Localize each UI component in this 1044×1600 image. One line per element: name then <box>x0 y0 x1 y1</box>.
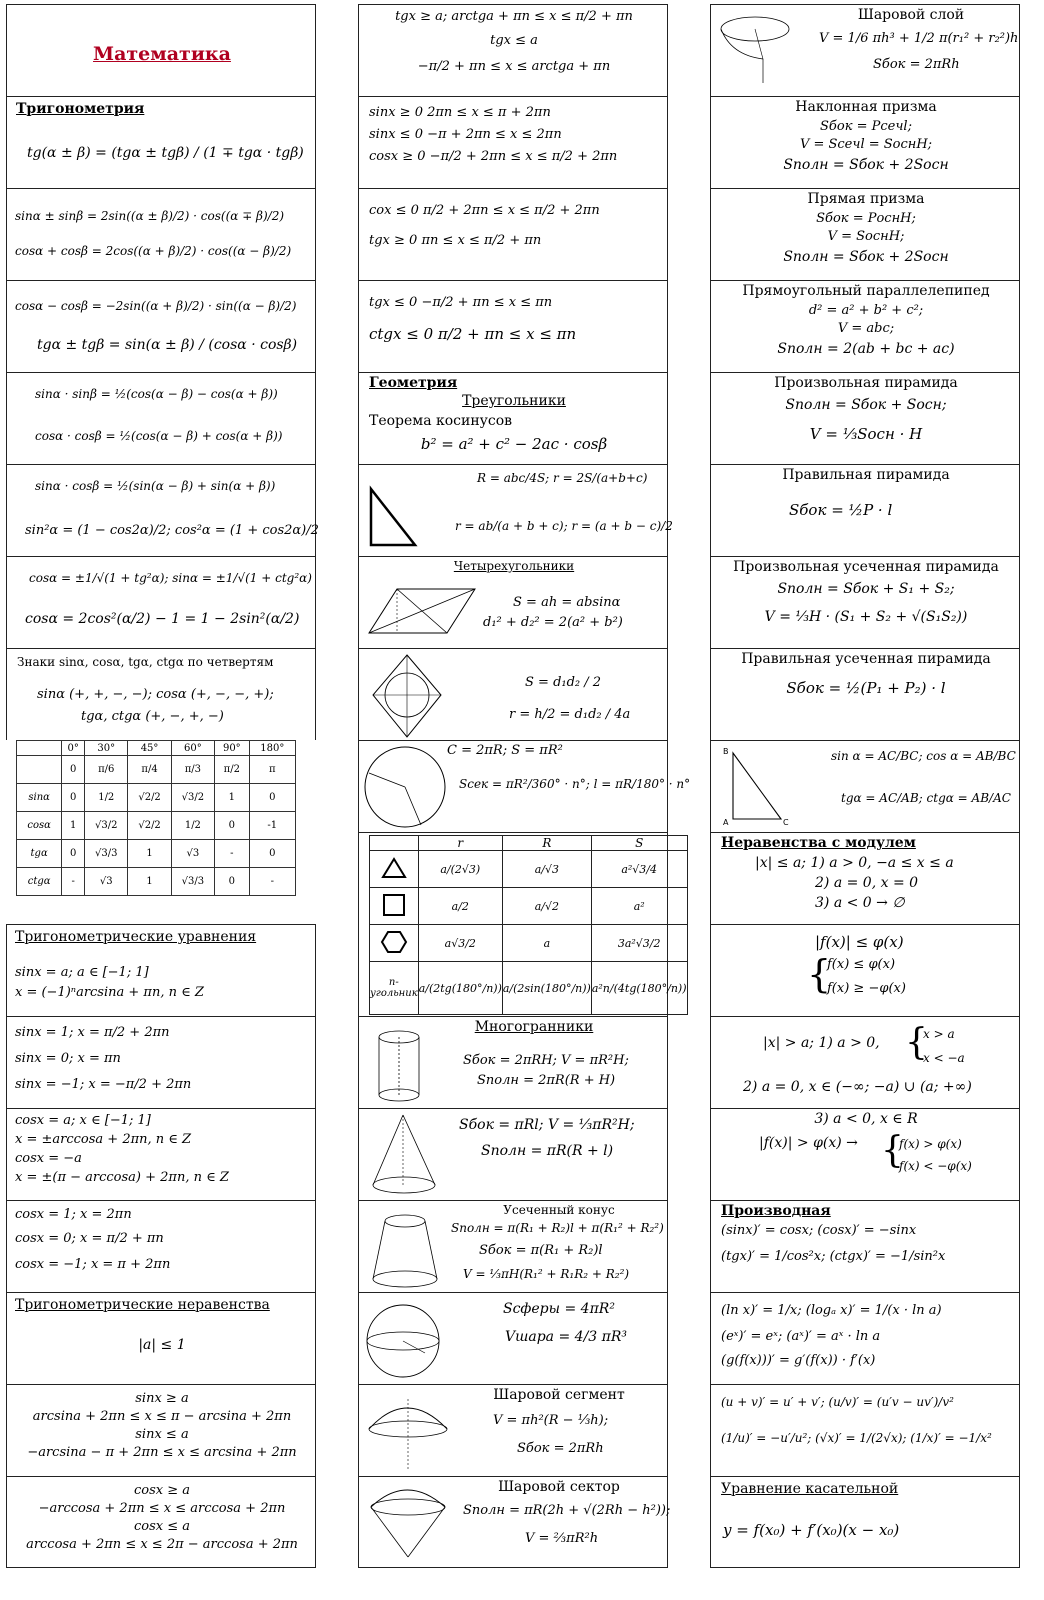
polygon-shape-cell <box>370 925 419 962</box>
trig-table-cell: √3/3 <box>85 840 128 868</box>
polygon-name-cell: n-угольник <box>370 962 419 1015</box>
trig-table-row <box>17 784 296 812</box>
parallelogram-diagonals: d₁² + d₂² = 2(a² + b²) <box>483 615 623 630</box>
tg-ctg-ratio: tgα = AC/AB; ctgα = AB/AC <box>841 791 1011 805</box>
eq-sin-1: sinx = 1; x = π/2 + 2πn <box>15 1025 170 1040</box>
abs-gt-cell <box>710 1016 1020 1110</box>
frustum-total: Sполн = π(R₁ + R₂)l + π(R₁² + R₂²) <box>451 1221 664 1235</box>
trig-table-row-label: ctgα <box>17 868 62 896</box>
rhombus-inradius: r = h/2 = d₁d₂ / 4a <box>509 707 631 722</box>
polygon-shape-cell <box>370 888 419 925</box>
abs-le-cell <box>710 832 1020 926</box>
radius-cell <box>358 464 673 558</box>
polygon-formula-cell: a/2 <box>418 888 502 925</box>
title-cell <box>6 4 316 98</box>
sphere-cell <box>358 1292 668 1386</box>
tangent-heading: Уравнение касательной <box>721 1481 899 1497</box>
ineq-tg-nonpos: tgx ≤ 0 −π/2 + πn ≤ x ≤ πn <box>369 295 553 310</box>
cone-figure <box>365 1111 445 1201</box>
triangles-heading: Треугольники <box>462 393 566 409</box>
trig-table-cell: -1 <box>249 812 295 840</box>
eq-cos-minus-a: cosx = −a <box>15 1151 82 1166</box>
trig-table-header-cell <box>17 741 62 756</box>
truncated-pyramid-total: Sполн = Sбок + S₁ + S₂; <box>777 581 955 597</box>
eq-sin-a-solution: x = (−1)ⁿarcsina + πn, n ∈ Z <box>15 985 204 1000</box>
trig-table-cell: - <box>215 840 250 868</box>
trig-table-cell: 0 <box>249 840 295 868</box>
oblique-prism-total: Sполн = Sбок + 2Sосн <box>783 157 949 173</box>
trig-table-cell: √3/3 <box>171 868 214 896</box>
eq-sin-0: sinx = 0; x = πn <box>15 1051 121 1066</box>
cuboid-diagonal: d² = a² + b² + c²; <box>808 303 924 318</box>
tangent-cell <box>710 1476 1020 1568</box>
trig-table-cell: 1 <box>128 840 171 868</box>
polygon-table-row <box>370 851 688 888</box>
ctg-ineq-cell <box>358 280 668 374</box>
cosine-theorem-formula: b² = a² + c² − 2ac · cosβ <box>420 435 608 453</box>
trig-table-cell: √2/2 <box>128 812 171 840</box>
double-angle-cell <box>6 556 316 650</box>
vertex-b-label: B <box>723 747 729 756</box>
trig-table-header-cell: 45° <box>128 741 171 756</box>
polygon-formula-cell: 3a²√3/2 <box>591 925 687 962</box>
cosine-theorem-cell <box>358 372 668 466</box>
ineq-sin-ge: sinx ≥ a <box>135 1391 189 1406</box>
cosine-theorem-label: Теорема косинусов <box>369 413 513 429</box>
spherical-layer-title: Шаровой слой <box>857 7 965 23</box>
oblique-prism-volume: V = Sсечl = SоснH; <box>799 137 933 152</box>
cos-special-cell <box>6 1200 316 1294</box>
cos-eq-cell <box>6 1108 316 1202</box>
system-brace-1: { <box>807 952 832 996</box>
trig-table-header-cell: 180° <box>249 741 295 756</box>
regular-pyramid-cell <box>710 464 1020 558</box>
spherical-sector-figure <box>363 1477 453 1567</box>
circle-length-area: C = 2πR; S = πR² <box>447 743 563 758</box>
trig-table-row-label: tgα <box>17 840 62 868</box>
right-prism-total: Sполн = Sбок + 2Sосн <box>783 249 949 265</box>
derivative-exp: (eˣ)′ = eˣ; (aˣ)′ = aˣ · ln a <box>721 1329 881 1344</box>
ineq-ctg-nonpos: ctgx ≤ 0 π/2 + πn ≤ x ≤ πn <box>369 325 577 343</box>
ineq-tg-nonneg: tgx ≥ 0 πn ≤ x ≤ π/2 + πn <box>369 233 542 248</box>
polygon-formula-cell: a²√3/4 <box>591 851 687 888</box>
truncated-pyramid-title: Произвольная усеченная пирамида <box>733 559 999 575</box>
trig-table-cell: π/3 <box>171 756 214 784</box>
cuboid-cell <box>710 280 1020 374</box>
cylinder-figure <box>369 1025 439 1105</box>
cos-via-formula: cosα = ±1/√(1 + tg²α); sinα = ±1/√(1 + ctg²α) <box>29 571 312 585</box>
trig-table-row <box>17 756 296 784</box>
right-triangle-cell <box>710 740 1020 834</box>
circle-figure <box>361 743 451 833</box>
abs-le-case-1: |x| ≤ a; 1) a > 0, −a ≤ x ≤ a <box>755 855 954 871</box>
derivative-rules-cell <box>710 1384 1020 1478</box>
cos2a-formula: cosα = 2cos²(α/2) − 1 = 1 − 2sin²(α/2) <box>25 611 300 627</box>
sin-cos-formula: sinα · cosβ = ½(sin(α − β) + sin(α + β)) <box>35 479 276 493</box>
spherical-segment-volume: V = πh²(R − ⅓h); <box>493 1413 609 1428</box>
abs-func-le-cell <box>710 924 1020 1018</box>
cylinder-total: Sполн = 2πR(R + H) <box>477 1073 616 1088</box>
trig-table-cell: π/4 <box>128 756 171 784</box>
trig-table-header-cell: 60° <box>171 741 214 756</box>
spherical-segment-title: Шаровой сегмент <box>493 1387 625 1403</box>
derivative-tg-ctg: (tgx)′ = 1/cos²x; (ctgx)′ = −1/sin²x <box>721 1249 946 1264</box>
cos-tg-ineq-cell <box>358 188 668 282</box>
spherical-layer-lateral: Sбок = 2πRh <box>873 57 960 72</box>
diff-cell <box>6 280 316 374</box>
frustum-title: Усеченный конус <box>503 1203 615 1217</box>
cone-cell <box>358 1108 668 1202</box>
signs-cell <box>6 648 316 742</box>
inradius-formula: r = ab/(a + b + c); r = (a + b − c)/2 <box>455 519 673 533</box>
polygon-formula-cell: a <box>502 925 591 962</box>
eq-sin-minus-1: sinx = −1; x = −π/2 + 2πn <box>15 1077 192 1092</box>
sin-cos-ratio: sin α = AC/BC; cos α = AB/BC <box>831 749 1016 763</box>
equations-cell <box>6 924 316 1018</box>
circle-cell <box>358 740 691 834</box>
polygon-table-row <box>370 888 688 925</box>
polygon-table-header-cell <box>370 836 419 851</box>
regular-truncated-pyramid-title: Правильная усеченная пирамида <box>741 651 991 667</box>
quadrilaterals-heading: Четырехугольники <box>453 559 575 573</box>
cuboid-total: Sполн = 2(ab + bc + ac) <box>777 341 955 357</box>
abs-func-le: |f(x)| ≤ φ(x) <box>815 933 904 951</box>
rhombus-cell <box>358 648 668 742</box>
system-brace-2: { <box>905 1022 928 1063</box>
frustum-volume: V = ⅓πH(R₁² + R₁R₂ + R₂²) <box>463 1267 630 1281</box>
ineq-sin-nonpos: sinx ≤ 0 −π + 2πn ≤ x ≤ 2πn <box>369 127 562 142</box>
trig-table-row <box>17 840 296 868</box>
spherical-segment-lateral: Sбок = 2πRh <box>517 1441 604 1456</box>
trig-table-cell: 1 <box>215 784 250 812</box>
tg-ineq-cell <box>358 4 668 98</box>
ineq-sin-ge-solution: arcsina + 2πn ≤ x ≤ π − arcsina + 2πn <box>32 1409 292 1424</box>
vertex-a-label: A <box>723 818 729 827</box>
trig-table-row <box>17 868 296 896</box>
square-icon <box>382 893 406 917</box>
inequalities-cell <box>6 1292 316 1386</box>
abs-inequalities-heading: Неравенства с модулем <box>721 835 916 851</box>
trig-table-cell: 1 <box>62 812 85 840</box>
eq-sin-a: sinx = a; a ∈ [−1; 1] <box>15 965 149 980</box>
right-prism-volume: V = SоснH; <box>827 229 905 244</box>
polygon-formula-cell: a/(2√3) <box>418 851 502 888</box>
signs-line-2: tgα, ctgα (+, −, +, −) <box>81 709 224 724</box>
cuboid-title: Прямоугольный параллелепипед <box>742 283 990 299</box>
trig-table-row-label <box>17 756 62 784</box>
ineq-sin-le: sinx ≤ a <box>135 1427 189 1442</box>
ineq-cos-ge: cosx ≥ a <box>133 1483 191 1498</box>
cylinder-cell <box>358 1016 668 1110</box>
eq-cos-minus-1: cosx = −1; x = π + 2πn <box>15 1257 171 1272</box>
spherical-sector-total: Sполн = πR(2h + √(2Rh − h²)); <box>463 1503 671 1518</box>
cos-ineq-cell <box>6 1476 316 1568</box>
oblique-prism-lateral: Sбок = Pсечl; <box>820 119 912 134</box>
cuboid-volume: V = abc; <box>837 321 895 336</box>
abs-func-le-part-1: f(x) ≤ φ(x) <box>827 957 896 972</box>
trig-table-cell: π <box>249 756 295 784</box>
ineq-cos-nonpos: cox ≤ 0 π/2 + 2πn ≤ x ≤ π/2 + 2πn <box>369 203 600 218</box>
square-cell <box>6 464 319 558</box>
abs-le-case-3: 3) a < 0 → ∅ <box>815 895 905 911</box>
truncated-pyramid-cell <box>710 556 1020 650</box>
right-prism-lateral: Sбок = PоснH; <box>816 211 916 226</box>
trig-table-cell: √3 <box>171 840 214 868</box>
derivative-reciprocal-sqrt: (1/u)′ = −u′/u²; (√x)′ = 1/(2√x); (1/x)′ = −1/x² <box>721 1431 992 1445</box>
ineq-cos-ge-solution: −arccosa + 2πn ≤ x ≤ arccosa + 2πn <box>38 1501 286 1516</box>
equations-heading: Тригонометрические уравнения <box>15 929 257 945</box>
right-prism-cell <box>710 188 1020 282</box>
trig-table-cell: - <box>249 868 295 896</box>
trig-table-header-cell: 0° <box>62 741 85 756</box>
sphere-figure <box>363 1295 447 1385</box>
trig-table-cell: π/6 <box>85 756 128 784</box>
regular-pyramid-lateral: Sбок = ½P · l <box>789 501 893 519</box>
regular-polygons-cell <box>358 832 687 1016</box>
abs-le-case-2: 2) a = 0, x = 0 <box>815 875 919 891</box>
circumradius-formula: R = abc/4S; r = 2S/(a+b+c) <box>477 471 648 485</box>
spherical-layer-volume: V = 1/6 πh³ + 1/2 π(r₁² + r₂²)h <box>819 31 1019 46</box>
abs-gt-part-2: x < −a <box>923 1051 965 1065</box>
trig-table-cell: √2/2 <box>128 784 171 812</box>
ineq-tg-ge: tgx ≥ a; arctga + πn ≤ x ≤ π/2 + πn <box>395 9 633 24</box>
truncated-pyramid-volume: V = ⅓H · (S₁ + S₂ + √(S₁S₂)) <box>764 609 968 625</box>
page-title: Математика <box>93 43 231 65</box>
eq-cos-0: cosx = 0; x = π/2 + πn <box>15 1231 164 1246</box>
trig-table-cell: 1/2 <box>85 784 128 812</box>
polygon-formula-cell: a/(2sin(180°/n)) <box>502 962 591 1015</box>
spherical-layer-cell <box>710 4 1020 98</box>
polygon-formula-cell: a²n/(4tg(180°/n)) <box>591 962 687 1015</box>
cone-total: Sполн = πR(R + l) <box>481 1143 614 1159</box>
trig-table-cell: 1 <box>128 868 171 896</box>
trig-values-table <box>16 740 296 896</box>
trig-table-header-cell: 90° <box>215 741 250 756</box>
derivative-ln-log: (ln x)′ = 1/x; (logₐ x)′ = 1/(x · ln a) <box>721 1303 942 1318</box>
sphere-area: Sсферы = 4πR² <box>503 1301 615 1317</box>
polygon-table-row <box>370 925 688 962</box>
pyramid-cell <box>710 372 1020 466</box>
sin-sin-formula: sinα · sinβ = ½(cos(α − β) − cos(α + β)) <box>35 387 278 401</box>
trig-table-cell: 0 <box>62 840 85 868</box>
right-triangle-abc-figure <box>719 745 799 831</box>
tangent-equation: y = f(x₀) + f′(x₀)(x − x₀) <box>723 1521 900 1539</box>
polygon-formula-cell: a√3/2 <box>418 925 502 962</box>
trig-heading: Тригонометрия <box>16 101 145 117</box>
abs-a-condition: |a| ≤ 1 <box>138 1337 186 1353</box>
polygon-formula-cell: a/√3 <box>502 851 591 888</box>
trig-table-cell: 1/2 <box>171 812 214 840</box>
values-table-cell <box>6 740 316 926</box>
parallelogram-figure <box>365 577 485 647</box>
trig-table-cell: 0 <box>215 812 250 840</box>
cos-diff-formula: cosα − cosβ = −2sin((α + β)/2) · sin((α − β)/2) <box>15 299 297 313</box>
trig-table-cell: √3 <box>85 868 128 896</box>
pyramid-total: Sполн = Sбок + Sосн; <box>785 397 947 413</box>
ineq-sin-nonneg: sinx ≥ 0 2πn ≤ x ≤ π + 2πn <box>369 105 551 120</box>
trig-table-cell: 0 <box>249 784 295 812</box>
abs-gt-case-1: |x| > a; 1) a > 0, <box>763 1035 880 1051</box>
ineq-tg-le-solution: −π/2 + πn ≤ x ≤ arctga + πn <box>417 59 611 74</box>
trig-table-cell: 0 <box>215 868 250 896</box>
sum-cell <box>6 188 316 282</box>
frustum-lateral: Sбок = π(R₁ + R₂)l <box>479 1243 603 1258</box>
right-prism-title: Прямая призма <box>807 191 925 207</box>
polygon-table-row <box>370 962 688 1015</box>
abs-gt-part-1: x > a <box>923 1027 955 1041</box>
abs-gt-case-2: 2) a = 0, x ∈ (−∞; −a) ∪ (a; +∞) <box>743 1079 972 1095</box>
regular-pyramid-title: Правильная пирамида <box>782 467 950 483</box>
trig-table-cell: 0 <box>62 784 85 812</box>
signs-line-1: sinα (+, +, −, −); cosα (+, −, −, +); <box>37 687 274 702</box>
sector-area: Sсек = πR²/360° · n°; l = πR/180° · n° <box>459 777 691 791</box>
abs-func-gt-part-2: f(x) < −φ(x) <box>899 1159 972 1173</box>
sin-sum-formula: sinα ± sinβ = 2sin((α ± β)/2) · cos((α ∓ β)/2) <box>15 209 285 223</box>
sin-ineq-cell <box>6 1384 316 1478</box>
sin-special-cell <box>6 1016 316 1110</box>
trig-table-row-label: sinα <box>17 784 62 812</box>
cone-lateral-volume: Sбок = πRl; V = ⅓πR²H; <box>459 1117 635 1133</box>
vertex-c-label: C <box>783 818 789 827</box>
ineq-sin-le-solution: −arcsina − π + 2πn ≤ x ≤ arcsina + 2πn <box>27 1445 297 1460</box>
frustum-cell <box>358 1200 668 1294</box>
regular-truncated-pyramid-lateral: Sбок = ½(P₁ + P₂) · l <box>786 679 946 697</box>
trig-table-cell: 0 <box>62 756 85 784</box>
tg-sum-formula: tg(α ± β) = (tgα ± tgβ) / (1 ∓ tgα · tgβ) <box>27 145 304 161</box>
derivative-chain-rule: (g(f(x)))′ = g′(f(x)) · f′(x) <box>721 1353 876 1368</box>
pyramid-volume: V = ⅓Sосн · H <box>809 425 923 443</box>
trig-table-row <box>17 812 296 840</box>
polygon-table-header-cell: S <box>591 836 687 851</box>
trig-table-cell: √3/2 <box>171 784 214 812</box>
trig-table-cell: π/2 <box>215 756 250 784</box>
signs-title: Знаки sinα, cosα, tgα, ctgα по четвертям <box>17 655 274 669</box>
product-cell <box>6 372 316 466</box>
eq-cos-minus-a-solution: x = ±(π − arccosa) + 2πn, n ∈ Z <box>15 1170 229 1185</box>
ineq-cos-le: cosx ≤ a <box>133 1519 191 1534</box>
derivative-heading: Производная <box>721 1203 831 1219</box>
eq-cos-a-solution: x = ±arccosa + 2πn, n ∈ Z <box>15 1132 192 1147</box>
tg-sum-cell <box>6 96 316 190</box>
inequalities-heading: Тригонометрические неравенства <box>15 1297 270 1313</box>
pyramid-title: Произвольная пирамида <box>774 375 958 391</box>
parallelogram-area: S = ah = absinα <box>513 595 621 610</box>
spherical-segment-cell <box>358 1384 668 1478</box>
trig-table-row-label: cosα <box>17 812 62 840</box>
eq-cos-1: cosx = 1; x = 2πn <box>15 1207 132 1222</box>
polygon-formula-cell: a² <box>591 888 687 925</box>
polygon-formula-cell: a/(2tg(180°/n)) <box>418 962 502 1015</box>
regular-polygons-table <box>369 835 688 1015</box>
spherical-sector-volume: V = ⅔πR²h <box>525 1531 599 1546</box>
oblique-prism-title: Наклонная призма <box>795 99 937 115</box>
polygon-formula-cell: a/√2 <box>502 888 591 925</box>
abs-func-gt-part-1: f(x) > φ(x) <box>899 1137 962 1151</box>
spherical-segment-figure <box>363 1387 453 1477</box>
system-brace-3: { <box>881 1130 904 1171</box>
ineq-cos-le-solution: arccosa + 2πn ≤ x ≤ 2π − arccosa + 2πn <box>26 1537 298 1552</box>
abs-func-gt-cell <box>710 1108 1020 1202</box>
trig-table-cell: √3/2 <box>85 812 128 840</box>
ineq-tg-le: tgx ≤ a <box>490 33 538 48</box>
frustum-figure <box>365 1203 445 1293</box>
tg-plus-formula: tgα ± tgβ = sin(α ± β) / (cosα · cosβ) <box>37 337 298 353</box>
triangle-icon <box>381 857 407 879</box>
cos-sum-formula: cosα + cosβ = 2cos((α + β)/2) · cos((α − β)/2) <box>15 244 292 258</box>
geometry-heading: Геометрия <box>369 375 458 391</box>
abs-func-le-part-2: f(x) ≥ −φ(x) <box>827 981 906 996</box>
sign-ineq-cell <box>358 96 668 190</box>
trig-table-header-cell: 30° <box>85 741 128 756</box>
spherical-sector-cell <box>358 1476 671 1568</box>
cos-cos-formula: cosα · cosβ = ½(cos(α − β) + cos(α + β)) <box>35 429 283 443</box>
derivative-trig-cell <box>710 1200 1020 1294</box>
derivative-sum-quotient: (u + v)′ = u′ + v′; (u/v)′ = (u′v − uv′)/v² <box>721 1395 954 1409</box>
parallelogram-cell <box>358 556 668 650</box>
polygon-table-header-cell: r <box>418 836 502 851</box>
derivative-sin-cos: (sinx)′ = cosx; (cosx)′ = −sinx <box>721 1223 917 1238</box>
ineq-cos-nonneg: cosx ≥ 0 −π/2 + 2πn ≤ x ≤ π/2 + 2πn <box>369 149 618 164</box>
abs-gt-case-3: 3) a < 0, x ∈ R <box>814 1111 918 1127</box>
rhombus-area: S = d₁d₂ / 2 <box>525 675 602 690</box>
cylinder-lateral-volume: Sбок = 2πRH; V = πR²H; <box>463 1053 629 1068</box>
polygon-shape-cell <box>370 851 419 888</box>
oblique-prism-cell <box>710 96 1020 190</box>
polygon-table-header-cell: R <box>502 836 591 851</box>
abs-func-gt: |f(x)| > φ(x) → <box>759 1135 858 1151</box>
ball-volume: Vшара = 4/3 πR³ <box>505 1329 627 1345</box>
polyhedra-heading: Многогранники <box>474 1019 594 1035</box>
rhombus-figure <box>367 651 447 741</box>
spherical-sector-title: Шаровой сектор <box>498 1479 620 1495</box>
eq-cos-a: cosx = a; x ∈ [−1; 1] <box>15 1113 151 1128</box>
derivative-log-cell <box>710 1292 1020 1386</box>
hexagon-icon <box>381 930 407 954</box>
regular-truncated-pyramid-cell <box>710 648 1020 742</box>
spherical-layer-figure <box>715 7 795 91</box>
trig-table-cell: - <box>62 868 85 896</box>
sin2-formula: sin²α = (1 − cos2α)/2; cos²α = (1 + cos2α)/2 <box>25 523 319 538</box>
